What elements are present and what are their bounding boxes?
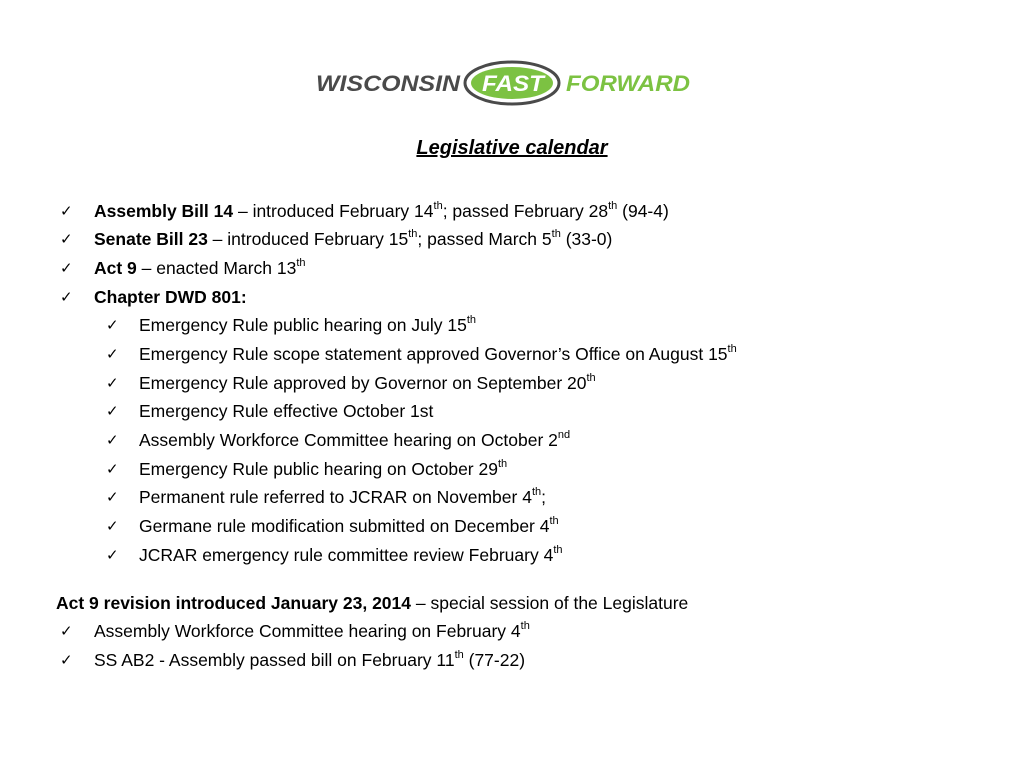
page-title: Legislative calendar [416,137,608,159]
list-item-text: Assembly Bill 14 – introduced February 14th; passed February 28th (94-4) [94,200,669,221]
logo-word-forward: FORWARD [566,71,691,96]
checkmark-icon: ✓ [106,316,119,334]
checkmark-icon: ✓ [60,288,73,306]
checkmark-icon: ✓ [106,345,119,363]
checkmark-icon: ✓ [106,488,119,506]
checkmark-icon: ✓ [60,259,73,277]
sub-list-item-text: Emergency Rule effective October 1st [139,401,434,421]
sub-list-item-text: Emergency Rule scope statement approved Governor’s Office on August 15th [139,343,737,364]
logo-word-fast: FAST [482,71,546,96]
revision-heading-rest: – special session of the Legislature [411,593,689,613]
revision-heading-bold: Act 9 revision introduced January 23, 2014 [56,593,412,613]
sub-list-item-text: Assembly Workforce Committee hearing on October 2nd [139,429,571,450]
checkmark-icon: ✓ [60,202,73,220]
checkmark-icon: ✓ [106,374,119,392]
checkmark-icon: ✓ [106,402,119,420]
wisconsin-fast-forward-logo [314,58,694,108]
checkmark-icon: ✓ [106,546,119,564]
checkmark-icon: ✓ [106,460,119,478]
sub-list-item-text: Germane rule modification submitted on December 4th [139,515,559,536]
list-item-text: Act 9 – enacted March 13th [94,257,306,278]
revision-heading [56,589,688,617]
checkmark-icon: ✓ [106,517,119,535]
checkmark-icon: ✓ [106,431,119,449]
list-item-text: Senate Bill 23 – introduced February 15th; passed March 5th (33-0) [94,228,613,249]
checkmark-icon: ✓ [60,651,73,669]
logo-word-wisconsin: WISCONSIN [316,71,462,96]
list-item-text: Assembly Workforce Committee hearing on February 4th [94,620,530,641]
sub-list-item-text: Emergency Rule public hearing on July 15th [139,314,477,335]
sub-list-item-text: Emergency Rule approved by Governor on September 20th [139,372,596,393]
sub-list-item-text: JCRAR emergency rule committee review February 4th [139,544,563,565]
logo-graphic [314,58,694,108]
checkmark-icon: ✓ [60,622,73,640]
sub-list-item-text: Permanent rule referred to JCRAR on November 4th; [139,486,547,507]
checkmark-icon: ✓ [60,230,73,248]
list-item-text: Chapter DWD 801: [94,287,247,307]
sub-list-item-text: Emergency Rule public hearing on October 29th [139,458,508,479]
list-item-text: SS AB2 - Assembly passed bill on February 11th (77-22) [94,649,526,670]
